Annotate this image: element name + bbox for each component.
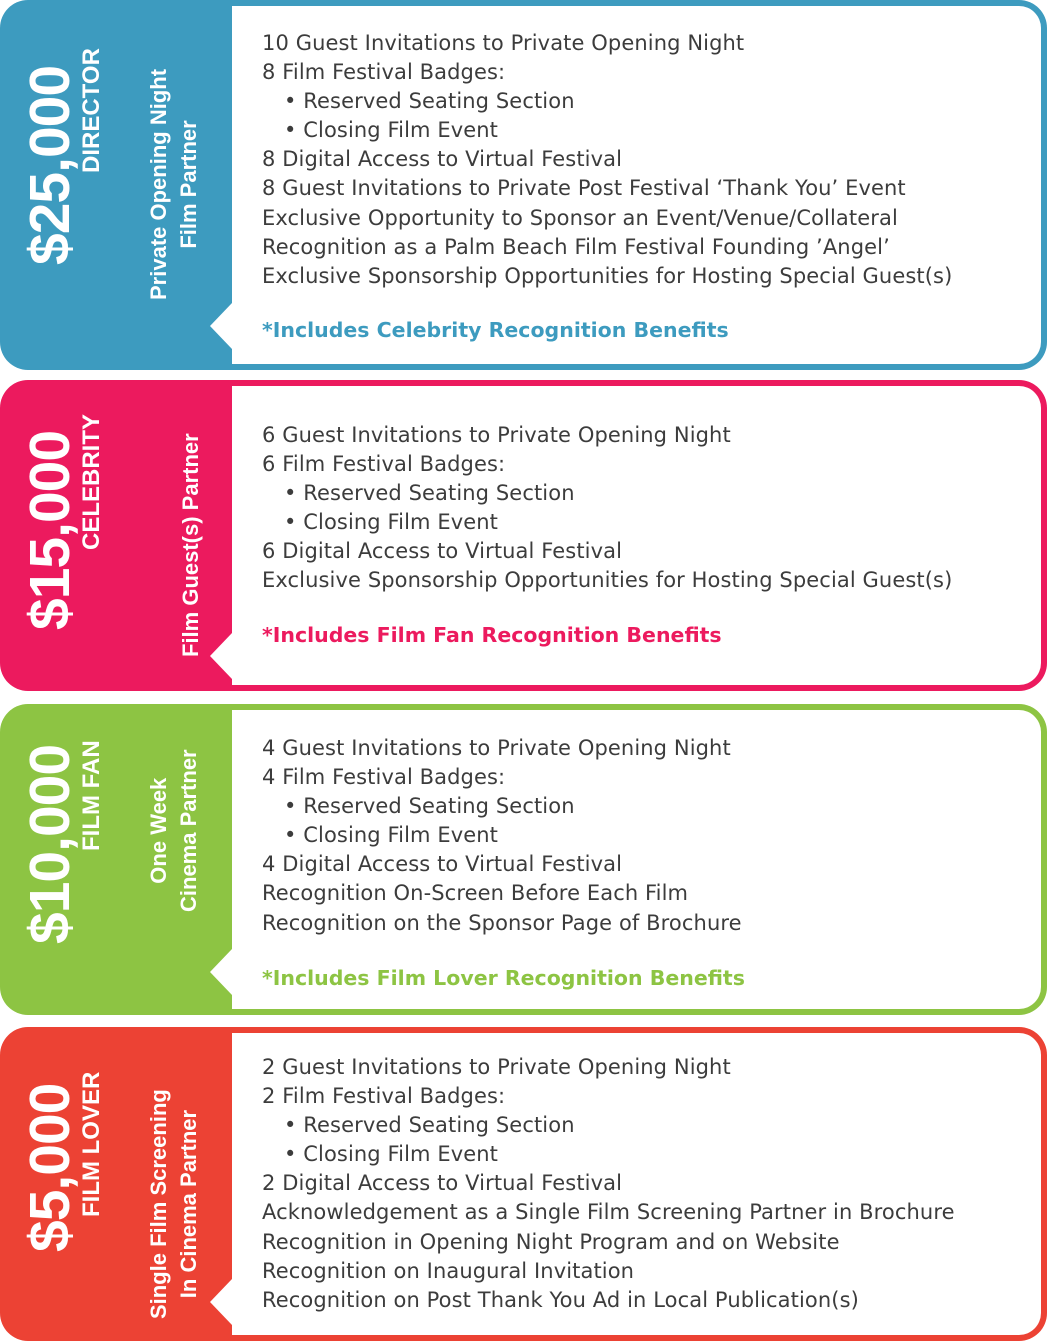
panel-pointer [210, 633, 232, 679]
tier-label-column [0, 704, 232, 1015]
benefit-item: 8 Guest Invitations to Private Post Festival ‘Thank You’ Event [262, 176, 906, 201]
benefit-item: 6 Digital Access to Virtual Festival [262, 539, 623, 564]
benefit-subitem: • Reserved Seating Section [284, 1113, 575, 1138]
benefit-item: Recognition on Post Thank You Ad in Local Publication(s) [262, 1287, 859, 1312]
benefit-item: Recognition as a Palm Beach Film Festival Founding ’Angel’ [262, 234, 890, 259]
benefit-item: 4 Film Festival Badges: [262, 765, 506, 790]
benefit-item: 10 Guest Invitations to Private Opening Night [262, 31, 745, 55]
tier-description [144, 749, 204, 912]
benefit-subitem: • Closing Film Event [284, 823, 499, 848]
benefits-list [262, 1053, 955, 1315]
sponsor-tier-film-lover [0, 1027, 1047, 1341]
tier-price: $10,000 [18, 744, 82, 944]
panel-pointer [210, 303, 232, 349]
tier-description [176, 433, 206, 657]
tier-description-line: Film Partner [176, 120, 201, 249]
benefit-item: 4 Digital Access to Virtual Festival [262, 852, 623, 877]
tier-description-line: In Cinema Partner [176, 1109, 201, 1299]
benefit-item: Acknowledgement as a Single Film Screening Partner in Brochure [262, 1200, 955, 1225]
benefit-subitem: • Reserved Seating Section [284, 794, 575, 819]
benefit-item: 4 Guest Invitations to Private Opening Night [262, 736, 731, 760]
tier-description-line: One Week [146, 777, 171, 884]
benefit-subitem: • Closing Film Event [284, 118, 499, 143]
benefit-item: 2 Film Festival Badges: [262, 1084, 506, 1109]
tier-description-line: Private Opening Night [146, 68, 171, 300]
tier-description [144, 1089, 204, 1319]
benefit-item: 6 Film Festival Badges: [262, 452, 506, 477]
benefits-list [262, 29, 952, 291]
sponsor-tier-director [0, 0, 1047, 370]
tier-price: $5,000 [18, 1083, 82, 1252]
benefit-subitem: • Closing Film Event [284, 510, 499, 535]
tier-label-column [0, 1027, 232, 1341]
tier-level: DIRECTOR [78, 48, 105, 173]
benefit-subitem: • Reserved Seating Section [284, 89, 575, 114]
benefit-item: Recognition in Opening Night Program and on Website [262, 1229, 840, 1254]
tier-price: $25,000 [18, 65, 82, 265]
tier-label-column [0, 0, 232, 370]
includes-note: *Includes Celebrity Recognition Benefits [262, 318, 729, 342]
benefits-list [262, 734, 742, 938]
benefit-item: Exclusive Sponsorship Opportunities for Hosting Special Guest(s) [262, 263, 953, 288]
benefit-item: Exclusive Opportunity to Sponsor an Event/Venue/Collateral [262, 205, 898, 230]
tier-level: FILM FAN [78, 740, 105, 851]
tier-label-column [0, 380, 232, 691]
sponsor-tier-film-fan [0, 704, 1047, 1015]
includes-note: *Includes Film Lover Recognition Benefits [262, 966, 745, 990]
tier-price: $15,000 [18, 430, 82, 630]
benefit-subitem: • Closing Film Event [284, 1142, 499, 1167]
benefit-item: 8 Film Festival Badges: [262, 60, 506, 85]
benefit-item: Recognition on the Sponsor Page of Brochure [262, 910, 742, 935]
tier-description [144, 69, 204, 300]
sponsor-tier-celebrity [0, 380, 1047, 691]
benefit-subitem: • Reserved Seating Section [284, 481, 575, 506]
panel-pointer [210, 949, 232, 995]
benefits-list [262, 421, 952, 596]
tier-description-line: Film Guest(s) Partner [178, 433, 203, 657]
benefit-item: 2 Digital Access to Virtual Festival [262, 1171, 623, 1196]
benefit-item: Recognition On-Screen Before Each Film [262, 881, 689, 906]
panel-pointer [210, 1279, 232, 1325]
tier-description-line: Single Film Screening [146, 1089, 171, 1319]
includes-note: *Includes Film Fan Recognition Benefits [262, 623, 722, 647]
tier-level: CELEBRITY [78, 413, 105, 550]
benefit-item: 6 Guest Invitations to Private Opening Night [262, 423, 731, 447]
benefit-item: 8 Digital Access to Virtual Festival [262, 147, 623, 172]
tier-description-line: Cinema Partner [176, 749, 201, 912]
benefit-item: 2 Guest Invitations to Private Opening Night [262, 1055, 731, 1079]
tier-level: FILM LOVER [78, 1071, 105, 1217]
benefit-item: Recognition on Inaugural Invitation [262, 1258, 635, 1283]
benefit-item: Exclusive Sponsorship Opportunities for Hosting Special Guest(s) [262, 568, 953, 593]
